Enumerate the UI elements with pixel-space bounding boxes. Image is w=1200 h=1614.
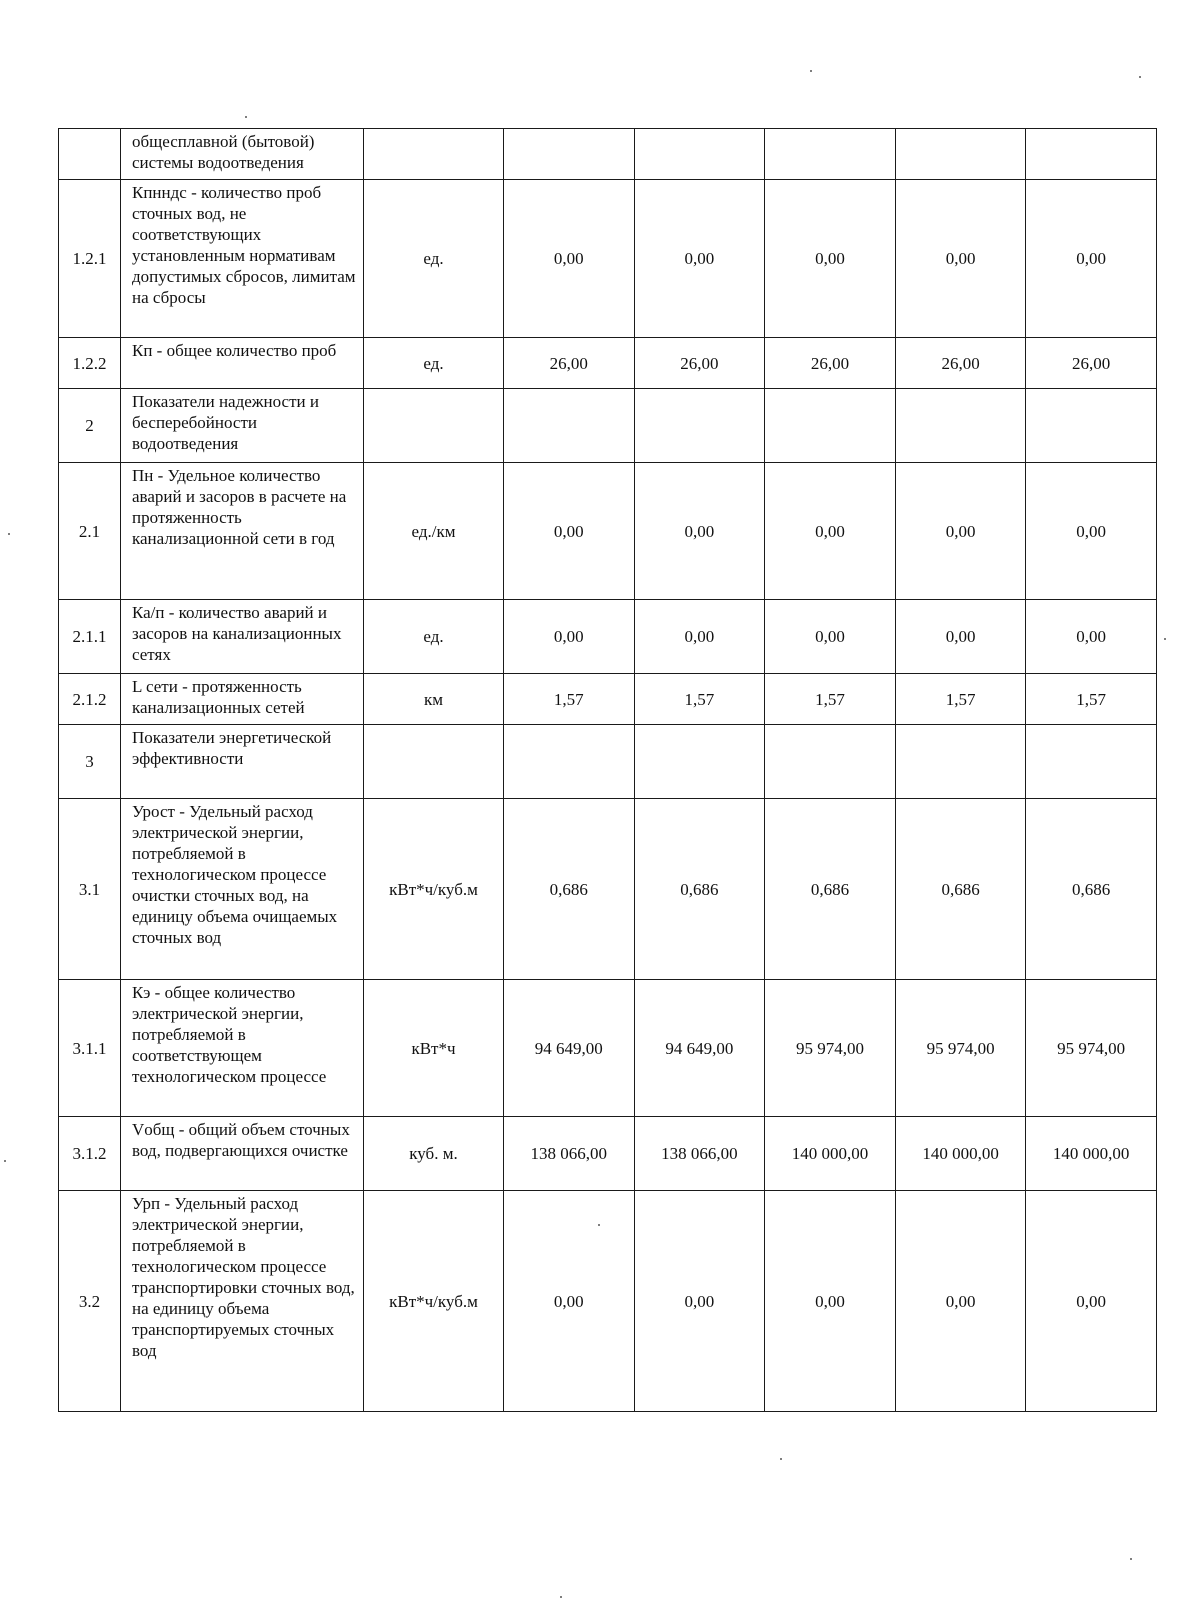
row-number: 2.1.1 bbox=[59, 600, 121, 674]
indicator-name: Кпнндс - количество проб сточных вод, не соответствующих установленным нормативам допустимых сбросов, лимитам на сбросы bbox=[121, 180, 364, 338]
row-number: 3.1 bbox=[59, 799, 121, 980]
value-cell bbox=[634, 389, 765, 463]
table-row bbox=[59, 389, 1157, 463]
value-cell bbox=[504, 725, 635, 799]
value-cell: 0,00 bbox=[765, 1191, 896, 1412]
value-cell: 138 066,00 bbox=[504, 1117, 635, 1191]
indicator-name: Кэ - общее количество электрической энергии, потребляемой в соответствующем технологическом процессе bbox=[121, 980, 364, 1117]
indicator-name: L сети - протяженность канализационных сетей bbox=[121, 674, 364, 725]
value-cell: 1,57 bbox=[504, 674, 635, 725]
value-cell: 1,57 bbox=[1026, 674, 1157, 725]
value-cell: 1,57 bbox=[765, 674, 896, 725]
row-number: 2.1 bbox=[59, 463, 121, 600]
unit: км bbox=[364, 674, 504, 725]
unit: ед./км bbox=[364, 463, 504, 600]
value-cell bbox=[895, 129, 1026, 180]
indicator-name: Пн - Удельное количество аварий и засоров в расчете на протяженность канализационной сети в год bbox=[121, 463, 364, 600]
scan-speck bbox=[780, 1458, 782, 1460]
indicator-name: Показатели надежности и бесперебойности водоотведения bbox=[121, 389, 364, 463]
scan-speck bbox=[810, 70, 812, 72]
scan-speck bbox=[1139, 76, 1141, 78]
value-cell: 26,00 bbox=[1026, 338, 1157, 389]
value-cell: 94 649,00 bbox=[504, 980, 635, 1117]
table-row bbox=[59, 338, 1157, 389]
scan-speck bbox=[245, 116, 247, 118]
value-cell bbox=[895, 725, 1026, 799]
table-row bbox=[59, 600, 1157, 674]
value-cell: 26,00 bbox=[895, 338, 1026, 389]
table-body bbox=[59, 129, 1157, 1412]
indicators-table bbox=[58, 128, 1157, 1412]
value-cell: 95 974,00 bbox=[1026, 980, 1157, 1117]
table-row bbox=[59, 674, 1157, 725]
value-cell bbox=[634, 725, 765, 799]
unit: кВт*ч bbox=[364, 980, 504, 1117]
value-cell: 0,00 bbox=[634, 463, 765, 600]
value-cell: 0,686 bbox=[1026, 799, 1157, 980]
value-cell bbox=[765, 389, 896, 463]
value-cell: 0,00 bbox=[504, 463, 635, 600]
value-cell bbox=[504, 129, 635, 180]
scan-speck bbox=[8, 533, 10, 535]
indicator-name: общесплавной (бытовой) системы водоотведения bbox=[121, 129, 364, 180]
value-cell bbox=[765, 725, 896, 799]
table-row bbox=[59, 799, 1157, 980]
value-cell: 0,00 bbox=[634, 180, 765, 338]
value-cell: 140 000,00 bbox=[765, 1117, 896, 1191]
value-cell: 0,00 bbox=[895, 600, 1026, 674]
value-cell: 0,00 bbox=[765, 600, 896, 674]
unit: кВт*ч/куб.м bbox=[364, 1191, 504, 1412]
unit: куб. м. bbox=[364, 1117, 504, 1191]
row-number: 3 bbox=[59, 725, 121, 799]
value-cell: 0,00 bbox=[504, 1191, 635, 1412]
value-cell: 140 000,00 bbox=[1026, 1117, 1157, 1191]
value-cell: 0,00 bbox=[1026, 463, 1157, 600]
value-cell: 1,57 bbox=[895, 674, 1026, 725]
table-row bbox=[59, 129, 1157, 180]
indicator-name: Урп - Удельный расход электрической энергии, потребляемой в технологическом процессе транспортировки сточных вод, на единицу объема транспортируемых сточных вод bbox=[121, 1191, 364, 1412]
value-cell: 26,00 bbox=[765, 338, 896, 389]
indicator-name: Показатели энергетической эффективности bbox=[121, 725, 364, 799]
table-row bbox=[59, 980, 1157, 1117]
value-cell: 26,00 bbox=[634, 338, 765, 389]
unit bbox=[364, 129, 504, 180]
row-number: 2.1.2 bbox=[59, 674, 121, 725]
row-number: 3.1.1 bbox=[59, 980, 121, 1117]
value-cell: 140 000,00 bbox=[895, 1117, 1026, 1191]
value-cell: 0,686 bbox=[765, 799, 896, 980]
value-cell: 94 649,00 bbox=[634, 980, 765, 1117]
value-cell bbox=[1026, 725, 1157, 799]
table-row bbox=[59, 1117, 1157, 1191]
value-cell: 0,00 bbox=[504, 180, 635, 338]
value-cell bbox=[634, 129, 765, 180]
row-number: 3.1.2 bbox=[59, 1117, 121, 1191]
unit bbox=[364, 389, 504, 463]
value-cell: 0,686 bbox=[504, 799, 635, 980]
value-cell: 0,00 bbox=[895, 463, 1026, 600]
value-cell: 0,00 bbox=[504, 600, 635, 674]
value-cell: 95 974,00 bbox=[765, 980, 896, 1117]
value-cell: 0,00 bbox=[895, 180, 1026, 338]
unit bbox=[364, 725, 504, 799]
table-row bbox=[59, 180, 1157, 338]
row-number: 1.2.2 bbox=[59, 338, 121, 389]
value-cell: 0,00 bbox=[895, 1191, 1026, 1412]
value-cell bbox=[765, 129, 896, 180]
indicator-name: Кп - общее количество проб bbox=[121, 338, 364, 389]
value-cell: 138 066,00 bbox=[634, 1117, 765, 1191]
scan-speck bbox=[1130, 1558, 1132, 1560]
value-cell bbox=[1026, 389, 1157, 463]
scan-speck bbox=[598, 1224, 600, 1226]
table-row bbox=[59, 463, 1157, 600]
unit: ед. bbox=[364, 600, 504, 674]
row-number bbox=[59, 129, 121, 180]
value-cell bbox=[895, 389, 1026, 463]
scan-speck bbox=[4, 1160, 6, 1162]
value-cell: 0,686 bbox=[634, 799, 765, 980]
value-cell: 0,00 bbox=[765, 180, 896, 338]
value-cell: 0,00 bbox=[1026, 600, 1157, 674]
row-number: 3.2 bbox=[59, 1191, 121, 1412]
scan-speck bbox=[1164, 638, 1166, 640]
value-cell bbox=[504, 389, 635, 463]
indicator-name: Vобщ - общий объем сточных вод, подвергающихся очистке bbox=[121, 1117, 364, 1191]
unit: ед. bbox=[364, 338, 504, 389]
value-cell: 95 974,00 bbox=[895, 980, 1026, 1117]
value-cell: 0,00 bbox=[1026, 180, 1157, 338]
value-cell: 1,57 bbox=[634, 674, 765, 725]
value-cell: 0,00 bbox=[634, 600, 765, 674]
value-cell: 26,00 bbox=[504, 338, 635, 389]
value-cell: 0,00 bbox=[634, 1191, 765, 1412]
unit: кВт*ч/куб.м bbox=[364, 799, 504, 980]
unit: ед. bbox=[364, 180, 504, 338]
value-cell: 0,00 bbox=[1026, 1191, 1157, 1412]
table-row bbox=[59, 725, 1157, 799]
value-cell: 0,00 bbox=[765, 463, 896, 600]
row-number: 1.2.1 bbox=[59, 180, 121, 338]
indicator-name: Урост - Удельный расход электрической энергии, потребляемой в технологическом процессе очистки сточных вод, на единицу объема очищаемых сточных вод bbox=[121, 799, 364, 980]
table-row bbox=[59, 1191, 1157, 1412]
value-cell: 0,686 bbox=[895, 799, 1026, 980]
value-cell bbox=[1026, 129, 1157, 180]
scan-speck bbox=[560, 1596, 562, 1598]
indicator-name: Ка/п - количество аварий и засоров на канализационных сетях bbox=[121, 600, 364, 674]
row-number: 2 bbox=[59, 389, 121, 463]
